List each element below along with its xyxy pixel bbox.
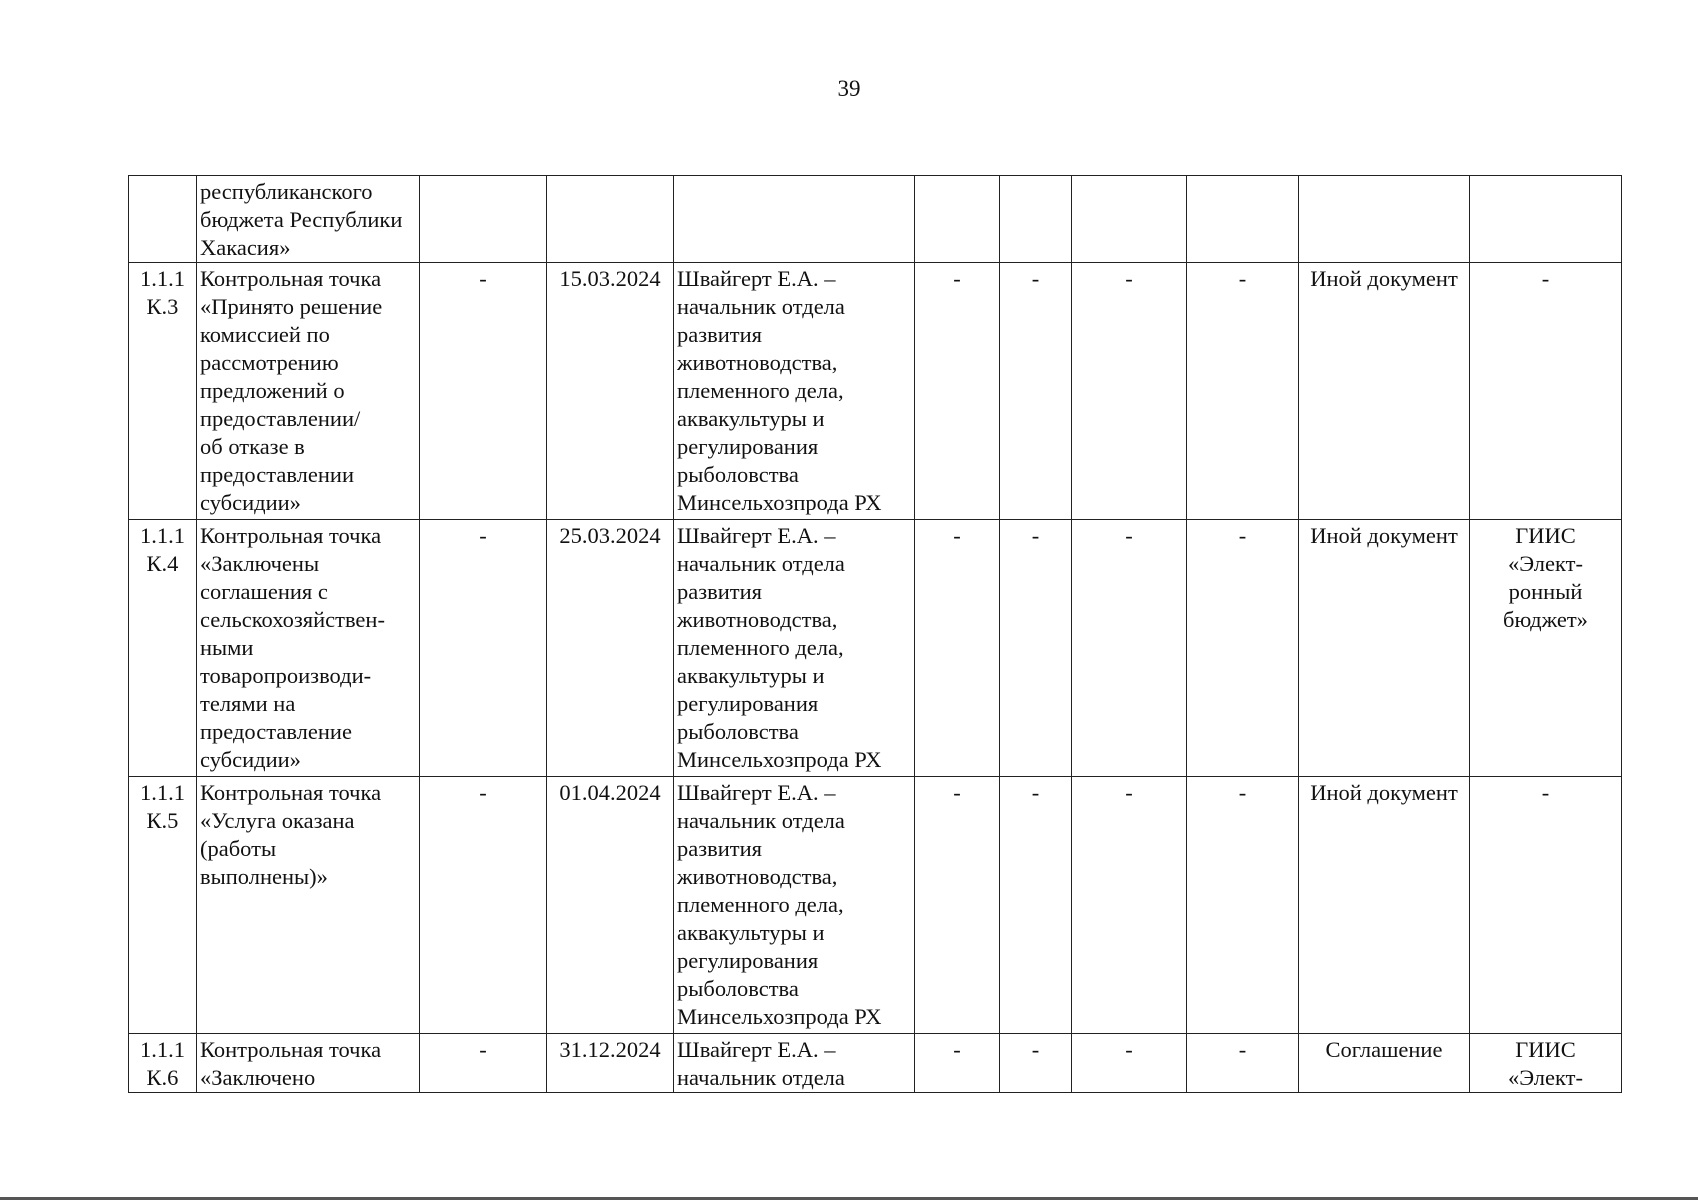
- cell-col7: -: [1000, 777, 1072, 1034]
- cell-document-type: Иной документ: [1299, 520, 1470, 777]
- cell-information-system: [1470, 1034, 1622, 1093]
- text-line: телями на: [200, 691, 296, 716]
- cell-col8: -: [1072, 1034, 1187, 1093]
- text-line: животноводства,: [677, 350, 838, 375]
- text-line: выполнены)»: [200, 864, 328, 889]
- text-line: К.5: [146, 808, 179, 833]
- cell-number: [129, 520, 197, 777]
- text-line: 1.1.1: [140, 266, 185, 291]
- text-line: начальник отдела: [677, 294, 845, 319]
- text-line: бюджета Республики: [200, 207, 403, 232]
- cell-col6: -: [915, 520, 1000, 777]
- text-line: аквакультуры и: [677, 920, 825, 945]
- text-line: К.4: [146, 551, 179, 576]
- cell-col6: -: [915, 263, 1000, 520]
- text-line: К.3: [146, 294, 179, 319]
- text-line: регулирования: [677, 434, 819, 459]
- cell-name: [197, 520, 420, 777]
- text-line: «Элект-: [1508, 1065, 1583, 1090]
- text-line: Контрольная точка: [200, 780, 382, 805]
- cell-name: [197, 176, 420, 263]
- text-line: ронный: [1508, 579, 1583, 604]
- text-line: Минсельхозпрода РХ: [677, 1004, 882, 1029]
- cell-number: [129, 263, 197, 520]
- text-line: предоставление: [200, 719, 352, 744]
- cell-responsible: [674, 176, 915, 263]
- cell-col6: [915, 176, 1000, 263]
- text-line: Швайгерт Е.А. –: [677, 1037, 836, 1062]
- cell-number: [129, 777, 197, 1034]
- cell-name: [197, 1034, 420, 1093]
- text-line: Контрольная точка: [200, 266, 382, 291]
- text-line: субсидии»: [200, 490, 301, 515]
- text-line: развития: [677, 579, 763, 604]
- text-line: рыболовства: [677, 719, 799, 744]
- text-line: животноводства,: [677, 607, 838, 632]
- cell-col3: -: [420, 520, 547, 777]
- text-line: «Элект-: [1508, 551, 1583, 576]
- cell-name: [197, 263, 420, 520]
- text-line: 1.1.1: [140, 1037, 185, 1062]
- cell-document-type: Соглашение: [1299, 1034, 1470, 1093]
- cell-col9: -: [1187, 520, 1299, 777]
- text-line: племенного дела,: [677, 892, 844, 917]
- text-line: аквакультуры и: [677, 406, 825, 431]
- cell-col3: [420, 176, 547, 263]
- cell-document-type: Иной документ: [1299, 263, 1470, 520]
- cell-col3: -: [420, 1034, 547, 1093]
- text-line: -: [1541, 266, 1550, 291]
- text-line: рыболовства: [677, 976, 799, 1001]
- text-line: регулирования: [677, 691, 819, 716]
- text-line: рыболовства: [677, 462, 799, 487]
- cell-col8: -: [1072, 263, 1187, 520]
- table-row: [129, 1034, 1622, 1093]
- table-row: [129, 176, 1622, 263]
- cell-information-system: [1470, 263, 1622, 520]
- text-line: Швайгерт Е.А. –: [677, 780, 836, 805]
- cell-date: 15.03.2024: [547, 263, 674, 520]
- text-line: ГИИС: [1515, 523, 1576, 548]
- cell-col8: -: [1072, 520, 1187, 777]
- cell-number: [129, 176, 197, 263]
- text-line: начальник отдела: [677, 808, 845, 833]
- cell-responsible: [674, 1034, 915, 1093]
- cell-col7: -: [1000, 1034, 1072, 1093]
- cell-col3: -: [420, 777, 547, 1034]
- text-line: субсидии»: [200, 747, 301, 772]
- text-line: животноводства,: [677, 864, 838, 889]
- page-number: 39: [837, 76, 861, 101]
- cell-information-system: [1470, 520, 1622, 777]
- cell-date: [547, 176, 674, 263]
- text-line: предоставлении: [200, 462, 354, 487]
- text-line: «Заключены: [200, 551, 320, 576]
- text-line: ГИИС: [1515, 1037, 1576, 1062]
- text-line: племенного дела,: [677, 635, 844, 660]
- cell-date: 01.04.2024: [547, 777, 674, 1034]
- text-line: Минсельхозпрода РХ: [677, 490, 882, 515]
- table-row: [129, 263, 1622, 520]
- text-line: Хакасия»: [200, 235, 291, 260]
- text-line: Минсельхозпрода РХ: [677, 747, 882, 772]
- text-line: Контрольная точка: [200, 523, 382, 548]
- control-points-table: [128, 175, 1622, 1093]
- cell-col8: [1072, 176, 1187, 263]
- cell-date: 31.12.2024: [547, 1034, 674, 1093]
- cell-information-system: [1470, 176, 1622, 263]
- cell-document-type: [1299, 176, 1470, 263]
- text-line: предоставлении/: [200, 406, 361, 431]
- cell-col7: [1000, 176, 1072, 263]
- text-line: «Заключено: [200, 1065, 316, 1090]
- text-line: сельскохозяйствен-: [200, 607, 385, 632]
- text-line: 1.1.1: [140, 780, 185, 805]
- cell-information-system: [1470, 777, 1622, 1034]
- cell-number: [129, 1034, 197, 1093]
- cell-col8: -: [1072, 777, 1187, 1034]
- cell-responsible: [674, 263, 915, 520]
- cell-col7: -: [1000, 263, 1072, 520]
- cell-col9: [1187, 176, 1299, 263]
- cell-responsible: [674, 777, 915, 1034]
- text-line: республиканского: [200, 179, 373, 204]
- text-line: К.6: [146, 1065, 179, 1090]
- cell-col6: -: [915, 1034, 1000, 1093]
- cell-col7: -: [1000, 520, 1072, 777]
- text-line: племенного дела,: [677, 378, 844, 403]
- text-line: об отказе в: [200, 434, 305, 459]
- text-line: Швайгерт Е.А. –: [677, 266, 836, 291]
- text-line: развития: [677, 322, 763, 347]
- cell-col3: -: [420, 263, 547, 520]
- text-line: Швайгерт Е.А. –: [677, 523, 836, 548]
- text-line: регулирования: [677, 948, 819, 973]
- text-line: развития: [677, 836, 763, 861]
- table-row: [129, 520, 1622, 777]
- text-line: комиссией по: [200, 322, 330, 347]
- cell-name: [197, 777, 420, 1034]
- text-line: предложений о: [200, 378, 345, 403]
- cell-col9: -: [1187, 1034, 1299, 1093]
- cell-document-type: Иной документ: [1299, 777, 1470, 1034]
- text-line: аквакультуры и: [677, 663, 825, 688]
- text-line: «Принято решение: [200, 294, 383, 319]
- text-line: рассмотрению: [200, 350, 339, 375]
- cell-date: 25.03.2024: [547, 520, 674, 777]
- text-line: соглашения с: [200, 579, 328, 604]
- table-row: [129, 777, 1622, 1034]
- text-line: 1.1.1: [140, 523, 185, 548]
- text-line: начальник отдела: [677, 551, 845, 576]
- cell-col9: -: [1187, 777, 1299, 1034]
- text-line: начальник отдела: [677, 1065, 845, 1090]
- text-line: ными: [200, 635, 254, 660]
- text-line: «Услуга оказана: [200, 808, 355, 833]
- text-line: (работы: [200, 836, 277, 861]
- cell-responsible: [674, 520, 915, 777]
- text-line: бюджет»: [1503, 607, 1588, 632]
- cell-col6: -: [915, 777, 1000, 1034]
- text-line: Контрольная точка: [200, 1037, 382, 1062]
- text-line: товаропроизводи-: [200, 663, 372, 688]
- cell-col9: -: [1187, 263, 1299, 520]
- text-line: -: [1541, 780, 1550, 805]
